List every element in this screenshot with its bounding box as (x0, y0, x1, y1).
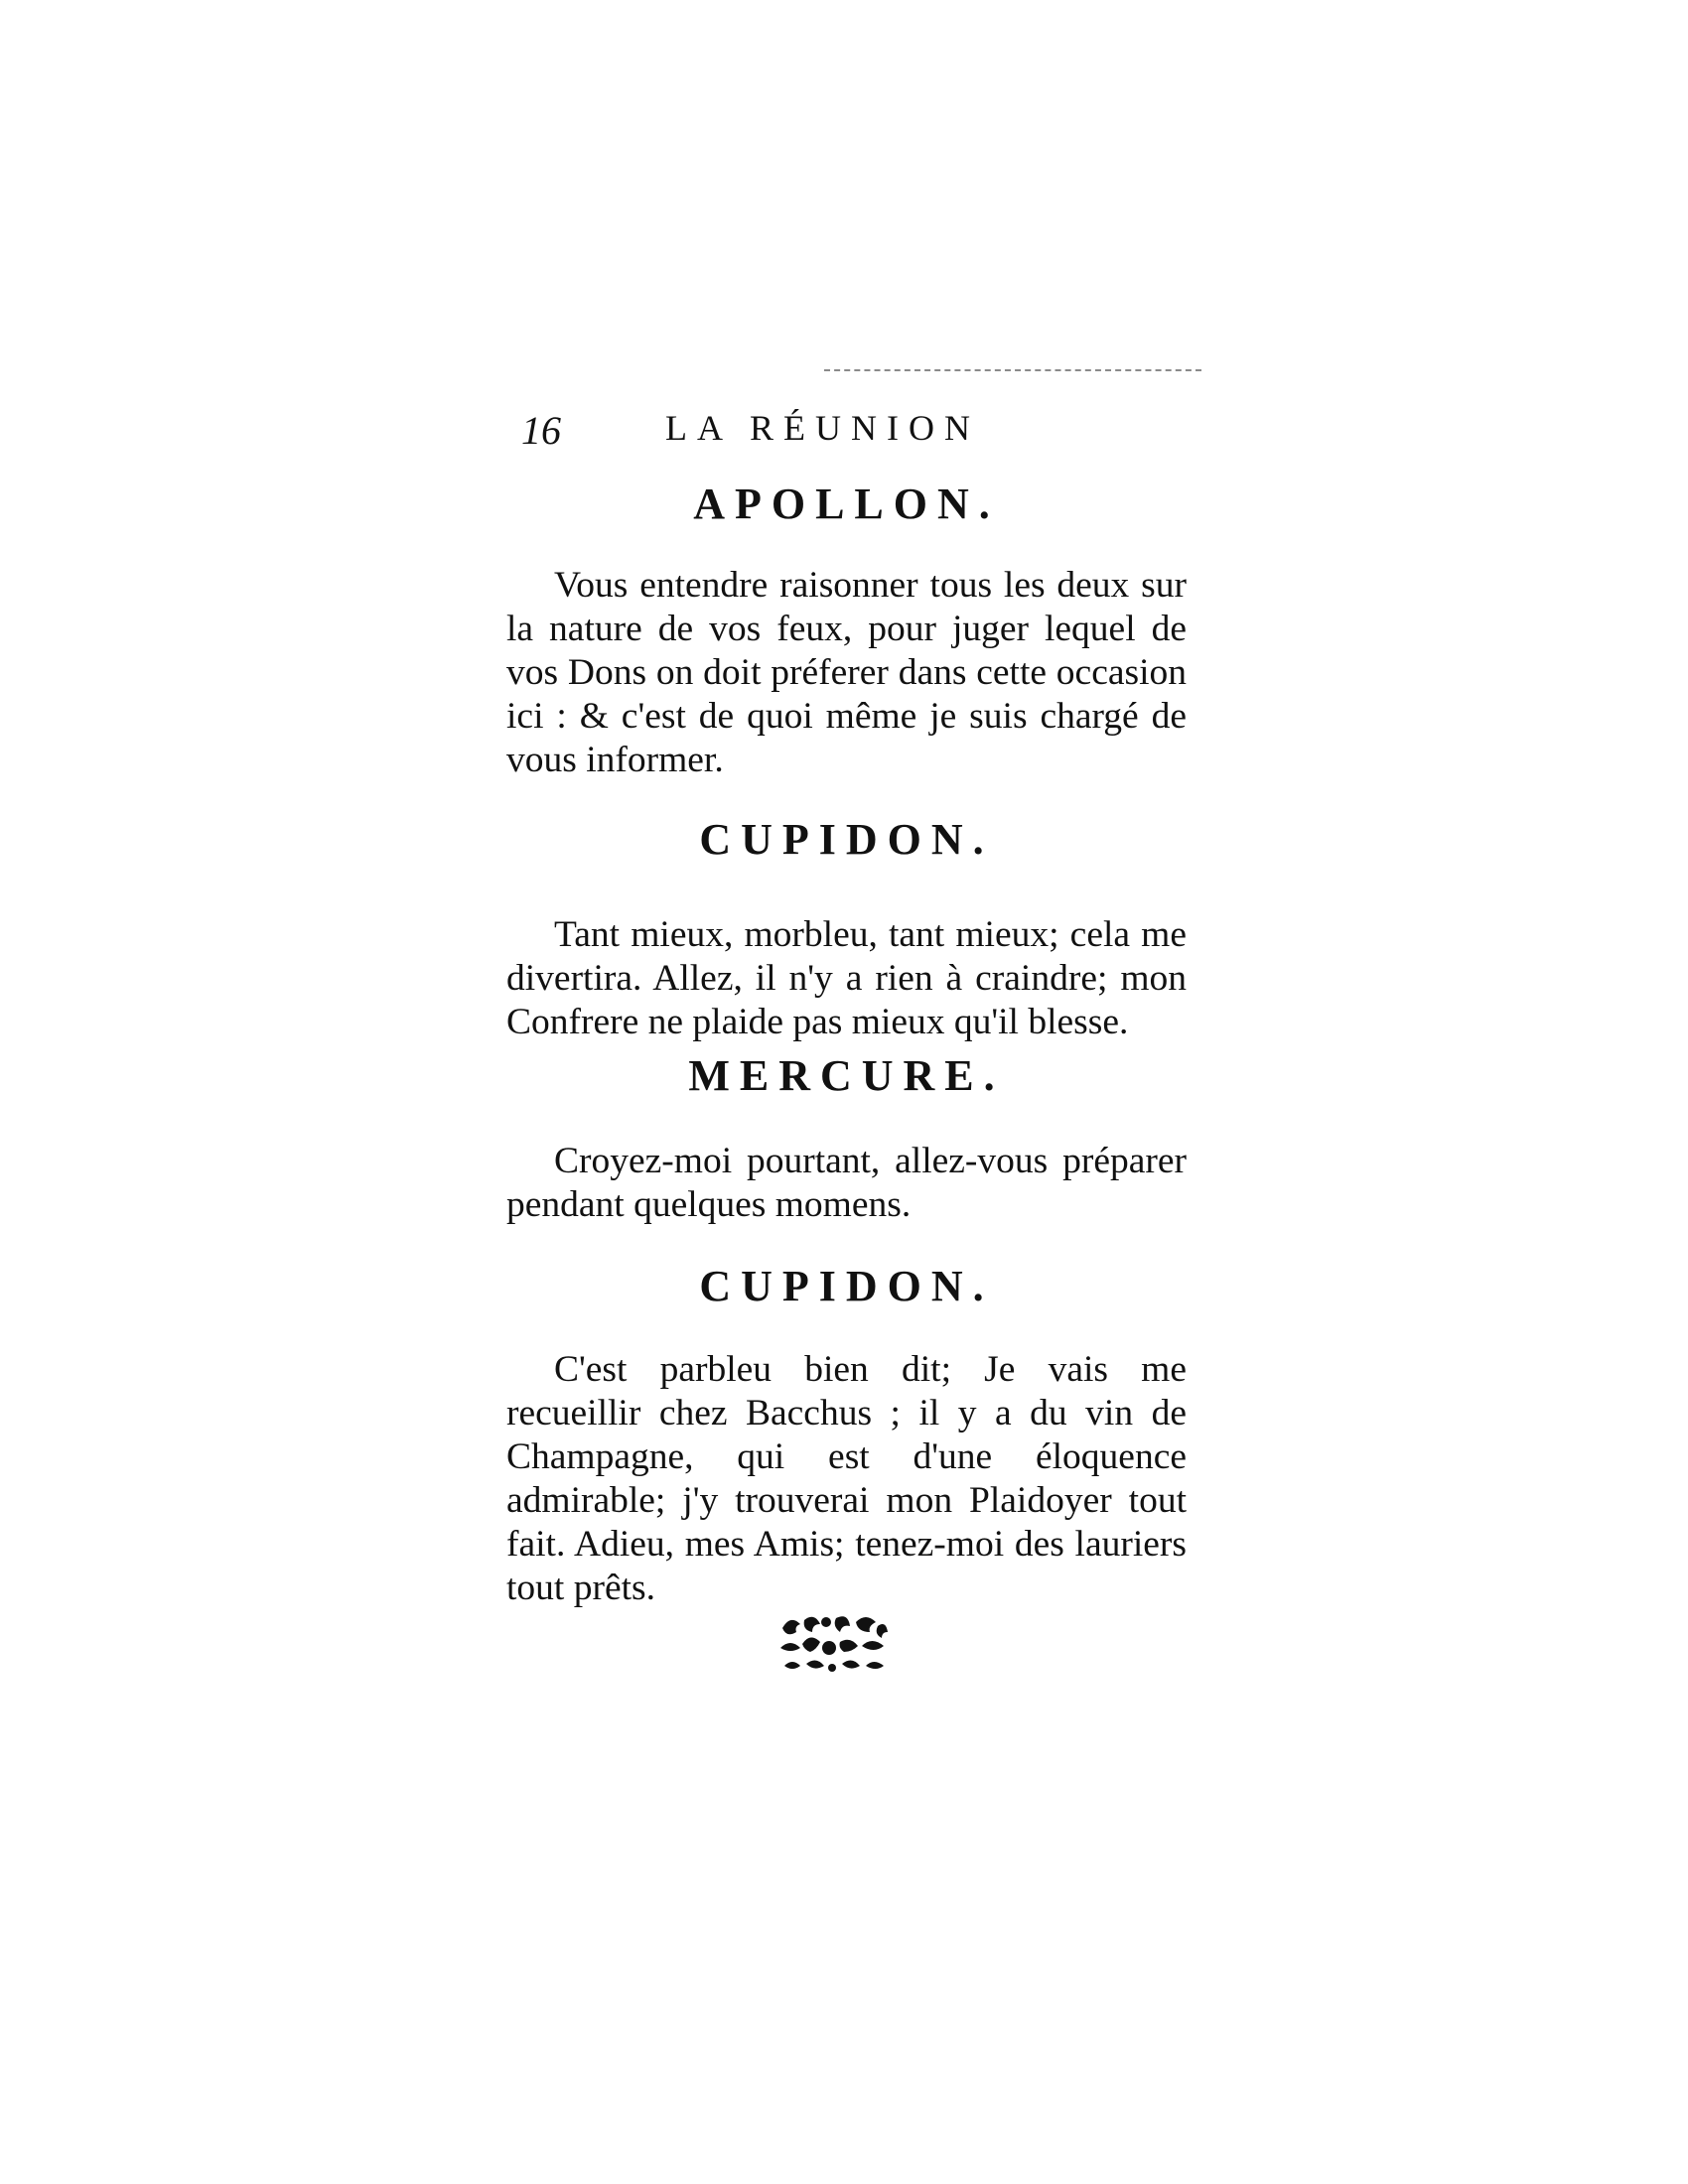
speech-mercure: Croyez-moi pourtant, allez-vous préparer pendant quelques momens. (506, 1141, 1187, 1225)
speaker-cupidon-2: CUPIDON. (699, 1262, 994, 1310)
speaker-cupidon: CUPIDON. (699, 815, 994, 864)
running-head (506, 407, 1187, 467)
page-number: 16 (521, 408, 561, 453)
running-title: LA RÉUNION (665, 408, 980, 448)
speech-apollon: Vous entendre raisonner tous les deux sur la nature de vos feux, pour juger lequel de vos Dons on doit préferer dans cette occasion ici : & c'est de quoi même je suis chargé de vous informer. (506, 565, 1187, 780)
speaker-mercure: MERCURE. (688, 1051, 1005, 1100)
floral-tailpiece-icon (774, 1608, 894, 1678)
speech-cupidon: Tant mieux, morbleu, tant mieux; cela me divertira. Allez, il n'y a rien à craindre; mon Confrere ne plaide pas mieux qu'il blesse. (506, 914, 1187, 1042)
book-page (506, 357, 1187, 1610)
speaker-apollon: APOLLON. (693, 479, 1000, 528)
speech-cupidon-2: C'est parbleu bien dit; Je vais me recueillir chez Bacchus ; il y a du vin de Champagne, qui est d'une éloquence admirable; j'y trouverai mon Plaidoyer tout fait. Adieu, mes Amis; tenez-moi des lauriers tout prêts. (506, 1349, 1187, 1608)
